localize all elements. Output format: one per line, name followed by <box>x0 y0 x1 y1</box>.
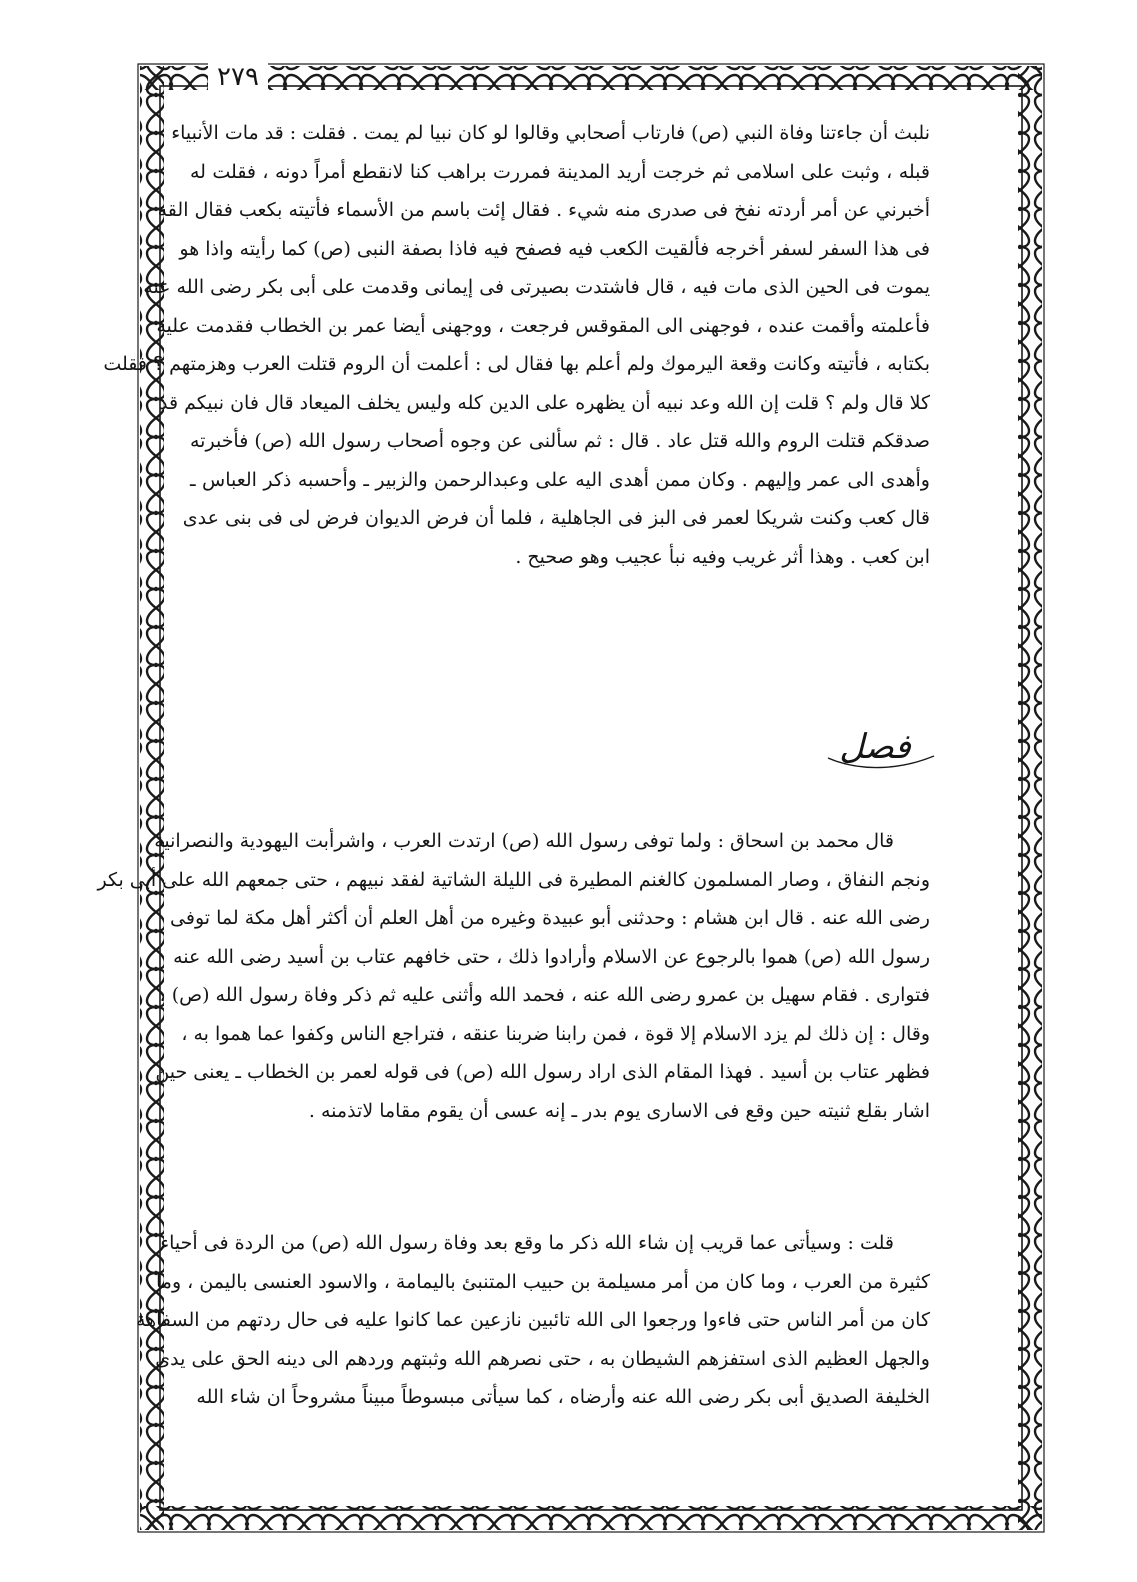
text-line: الخليفة الصديق أبى بكر رضى الله عنه وأرضاه ، كما سيأتى مبسوطاً مبيناً مشروحاً ان شاء الله <box>196 1386 930 1408</box>
text-line: وأهدى الى عمر وإليهم . وكان ممن أهدى اليه على وعبدالرحمن والزبير ـ وأحسبه ذكر العباس ـ <box>190 468 930 491</box>
text-line: نلبث أن جاءتنا وفاة النبي (ص) فارتاب أصحابي وقالوا لو كان نبيا لم يمت . فقلت : قد مات الأنبياء <box>171 122 930 144</box>
text-line: اشار بقلع ثنيته حين وقع فى الاسارى يوم بدر ـ إنه عسى أن يقوم مقاما لاتذمنه . <box>308 1099 930 1122</box>
text-line: كان من أمر الناس حتى فاءوا ورجعوا الى الله تائبين نازعين عما كانوا عليه فى حال ردتهم من السفاهة <box>135 1309 930 1331</box>
page-number: ٢٧٩ <box>208 60 268 94</box>
text-line: قلت : وسيأتى عما قريب إن شاء الله ذكر ما وقع بعد وفاة رسول الله (ص) من الردة فى أحياء <box>160 1232 894 1254</box>
text-line: قال محمد بن اسحاق : ولما توفى رسول الله (ص) ارتدت العرب ، واشرأبت اليهودية والنصرانية <box>154 830 894 852</box>
text-line: والجهل العظيم الذى استفزهم الشيطان به ، حتى نصرهم الله وثبتهم وردهم الى دينه الحق على يدى <box>155 1347 930 1370</box>
text-line: رضى الله عنه . قال ابن هشام : وحدثنى أبو عبيدة وغيره من أهل العلم أن أكثر أهل مكة لما توفى <box>170 907 930 929</box>
text-line: فى هذا السفر لسفر أخرجه فألقيت الكعب فيه فصفح فيه فاذا بصفة النبى (ص) كما رأيته واذا هو <box>179 237 930 260</box>
text-line: كلا قال ولم ؟ قلت إن الله وعد نبيه أن يظهره على الدين كله وليس يخلف الميعاد قال فان نبيكم قد <box>159 391 930 414</box>
text-line: فتوارى . فقام سهيل بن عمرو رضى الله عنه ، فحمد الله وأثنى عليه ثم ذكر وفاة رسول الله (ص) ، <box>159 984 930 1006</box>
text-line: ونجم النفاق ، وصار المسلمون كالغنم المطيرة فى الليلة الشاتية لفقد نبيهم ، حتى جمعهم الله على أبى بكر <box>97 868 930 891</box>
text-line: فأعلمته وأقمت عنده ، فوجهنى الى المقوقس فرجعت ، ووجهنى أيضا عمر بن الخطاب فقدمت عليه <box>156 314 930 337</box>
text-line: صدقكم قتلت الروم والله قتل عاد . قال : ثم سألنى عن وجوه أصحاب رسول الله (ص) فأخبرته <box>190 430 930 452</box>
paragraph-3 <box>135 1224 930 1417</box>
text-line: فظهر عتاب بن أسيد . فهذا المقام الذى اراد رسول الله (ص) فى قوله لعمر بن الخطاب ـ يعنى حين <box>155 1061 930 1083</box>
section-heading: فصل <box>839 727 911 767</box>
text-line: يموت فى الحين الذى مات فيه ، قال فاشتدت بصيرتى فى إيمانى وقدمت على أبى بكر رضى الله عنه <box>143 276 930 298</box>
text-line: رسول الله (ص) هموا بالرجوع عن الاسلام وأرادوا ذلك ، حتى خافهم عتاب بن أسيد رضى الله عنه <box>173 945 930 968</box>
text-line: كثيرة من العرب ، وما كان من أمر مسيلمة بن حبيب المتنبئ باليمامة ، والاسود العنسى باليمن ، وما <box>155 1270 930 1293</box>
text-line: ابن كعب . وهذا أثر غريب وفيه نبأ عجيب وهو صحيح . <box>515 545 930 568</box>
paragraph-2 <box>97 822 930 1130</box>
text-line: قال كعب وكنت شريكا لعمر فى البز فى الجاهلية ، فلما أن فرض الديوان فرض لى فى بنى عدى <box>182 507 930 529</box>
text-line: قبله ، وثبت على اسلامى ثم خرجت أريد المدينة فمررت براهب كنا لانقطع أمراً دونه ، فقلت له <box>190 160 930 183</box>
text-line: أخبرني عن أمر أردته نفخ فى صدرى منه شيء . فقال إئت باسم من الأسماء فأتيته بكعب فقال القه <box>157 199 930 221</box>
text-line: وقال : إن ذلك لم يزد الاسلام إلا قوة ، فمن رابنا ضربنا عنقه ، فتراجع الناس وكفوا عما هموا به ، <box>181 1022 930 1045</box>
paragraph-1 <box>103 114 930 576</box>
text-line: بكتابه ، فأتيته وكانت وقعة اليرموك ولم أعلم بها فقال لى : أعلمت أن الروم قتلت العرب وهزمتهم ؟ فقلت <box>103 353 930 375</box>
